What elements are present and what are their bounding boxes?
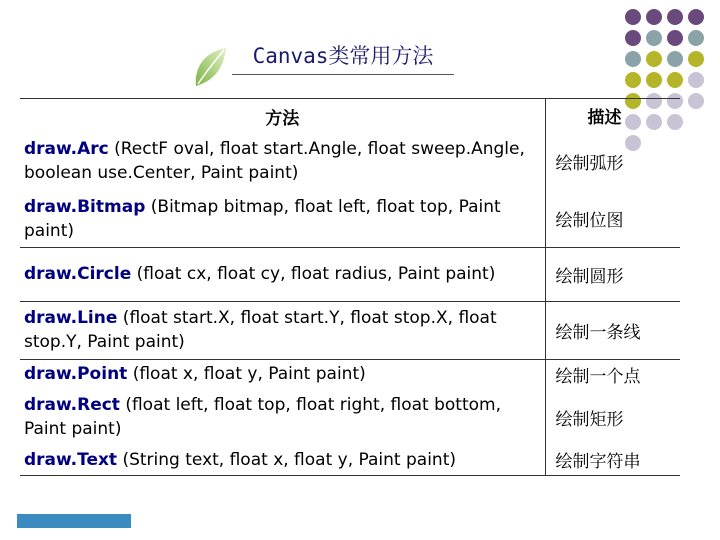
description-column-header: 描述 <box>545 99 680 132</box>
method-name: draw.Rect <box>24 395 120 415</box>
decorative-dot <box>625 9 641 25</box>
decorative-dot <box>667 9 683 25</box>
decorative-dot <box>625 51 641 67</box>
table-row <box>20 247 680 301</box>
method-name: draw.Text <box>24 449 118 470</box>
description-cell: 绘制字符串 <box>545 445 680 475</box>
description-cell: 绘制弧形 <box>555 153 624 174</box>
decorative-dot <box>688 72 704 88</box>
decorative-dot <box>646 51 662 67</box>
description-cell: 绘制一条线 <box>545 301 680 359</box>
method-cell <box>20 247 545 301</box>
decorative-dot <box>667 72 683 88</box>
method-cell <box>20 301 545 359</box>
table-row <box>20 445 680 475</box>
slide-title: Canvas类常用方法 <box>232 40 454 75</box>
method-params: (float x, float y, Paint paint) <box>127 364 366 385</box>
decorative-dot <box>625 30 641 46</box>
method-name: draw.Line <box>24 308 118 328</box>
decorative-dot <box>667 51 683 67</box>
method-cell <box>20 191 545 247</box>
description-cell: 绘制一个点 <box>545 359 680 389</box>
decorative-dot <box>688 51 704 67</box>
method-name: draw.Bitmap <box>24 196 146 217</box>
method-cell <box>20 359 545 389</box>
method-params: (Bitmap bitmap, float left, float top, Paint paint) <box>24 196 501 241</box>
table-header-row <box>20 99 680 132</box>
table-row <box>20 389 680 445</box>
method-cell <box>20 131 545 191</box>
method-column-header: 方法 <box>20 99 545 132</box>
decorative-dot <box>646 72 662 88</box>
method-name: draw.Arc <box>24 139 109 159</box>
method-name: draw.Circle <box>24 264 132 284</box>
method-params: (String text, float x, float y, Paint paint) <box>117 449 456 470</box>
method-table <box>20 98 680 476</box>
method-cell <box>20 389 545 445</box>
method-params: (RectF oval, float start.Angle, float sweep.Angle, boolean use.Center, Paint paint) <box>24 139 525 183</box>
description-cell: 绘制矩形 <box>555 409 624 430</box>
decorative-dot <box>688 30 704 46</box>
description-cell: 绘制位图 <box>555 211 624 232</box>
decorative-dot <box>688 93 704 109</box>
method-cell <box>20 445 545 475</box>
table-row <box>20 359 680 389</box>
method-params: (float cx, float cy, float radius, Paint paint) <box>131 264 496 284</box>
decorative-dot <box>667 30 683 46</box>
decorative-dot <box>625 72 641 88</box>
decorative-dot <box>688 9 704 25</box>
decorative-dot <box>646 9 662 25</box>
footer-accent-bar <box>17 514 131 528</box>
method-params: (float left, float top, float right, float bottom, Paint paint) <box>24 395 502 439</box>
table-row <box>20 301 680 359</box>
description-cell: 绘制圆形 <box>545 247 680 301</box>
method-params: (float start.X, float start.Y, float stop.X, float stop.Y, Paint paint) <box>24 308 497 352</box>
table-row <box>20 131 680 191</box>
decorative-dot <box>646 30 662 46</box>
leaf-icon <box>190 44 230 90</box>
method-name: draw.Point <box>24 364 128 385</box>
table-row <box>20 191 680 247</box>
